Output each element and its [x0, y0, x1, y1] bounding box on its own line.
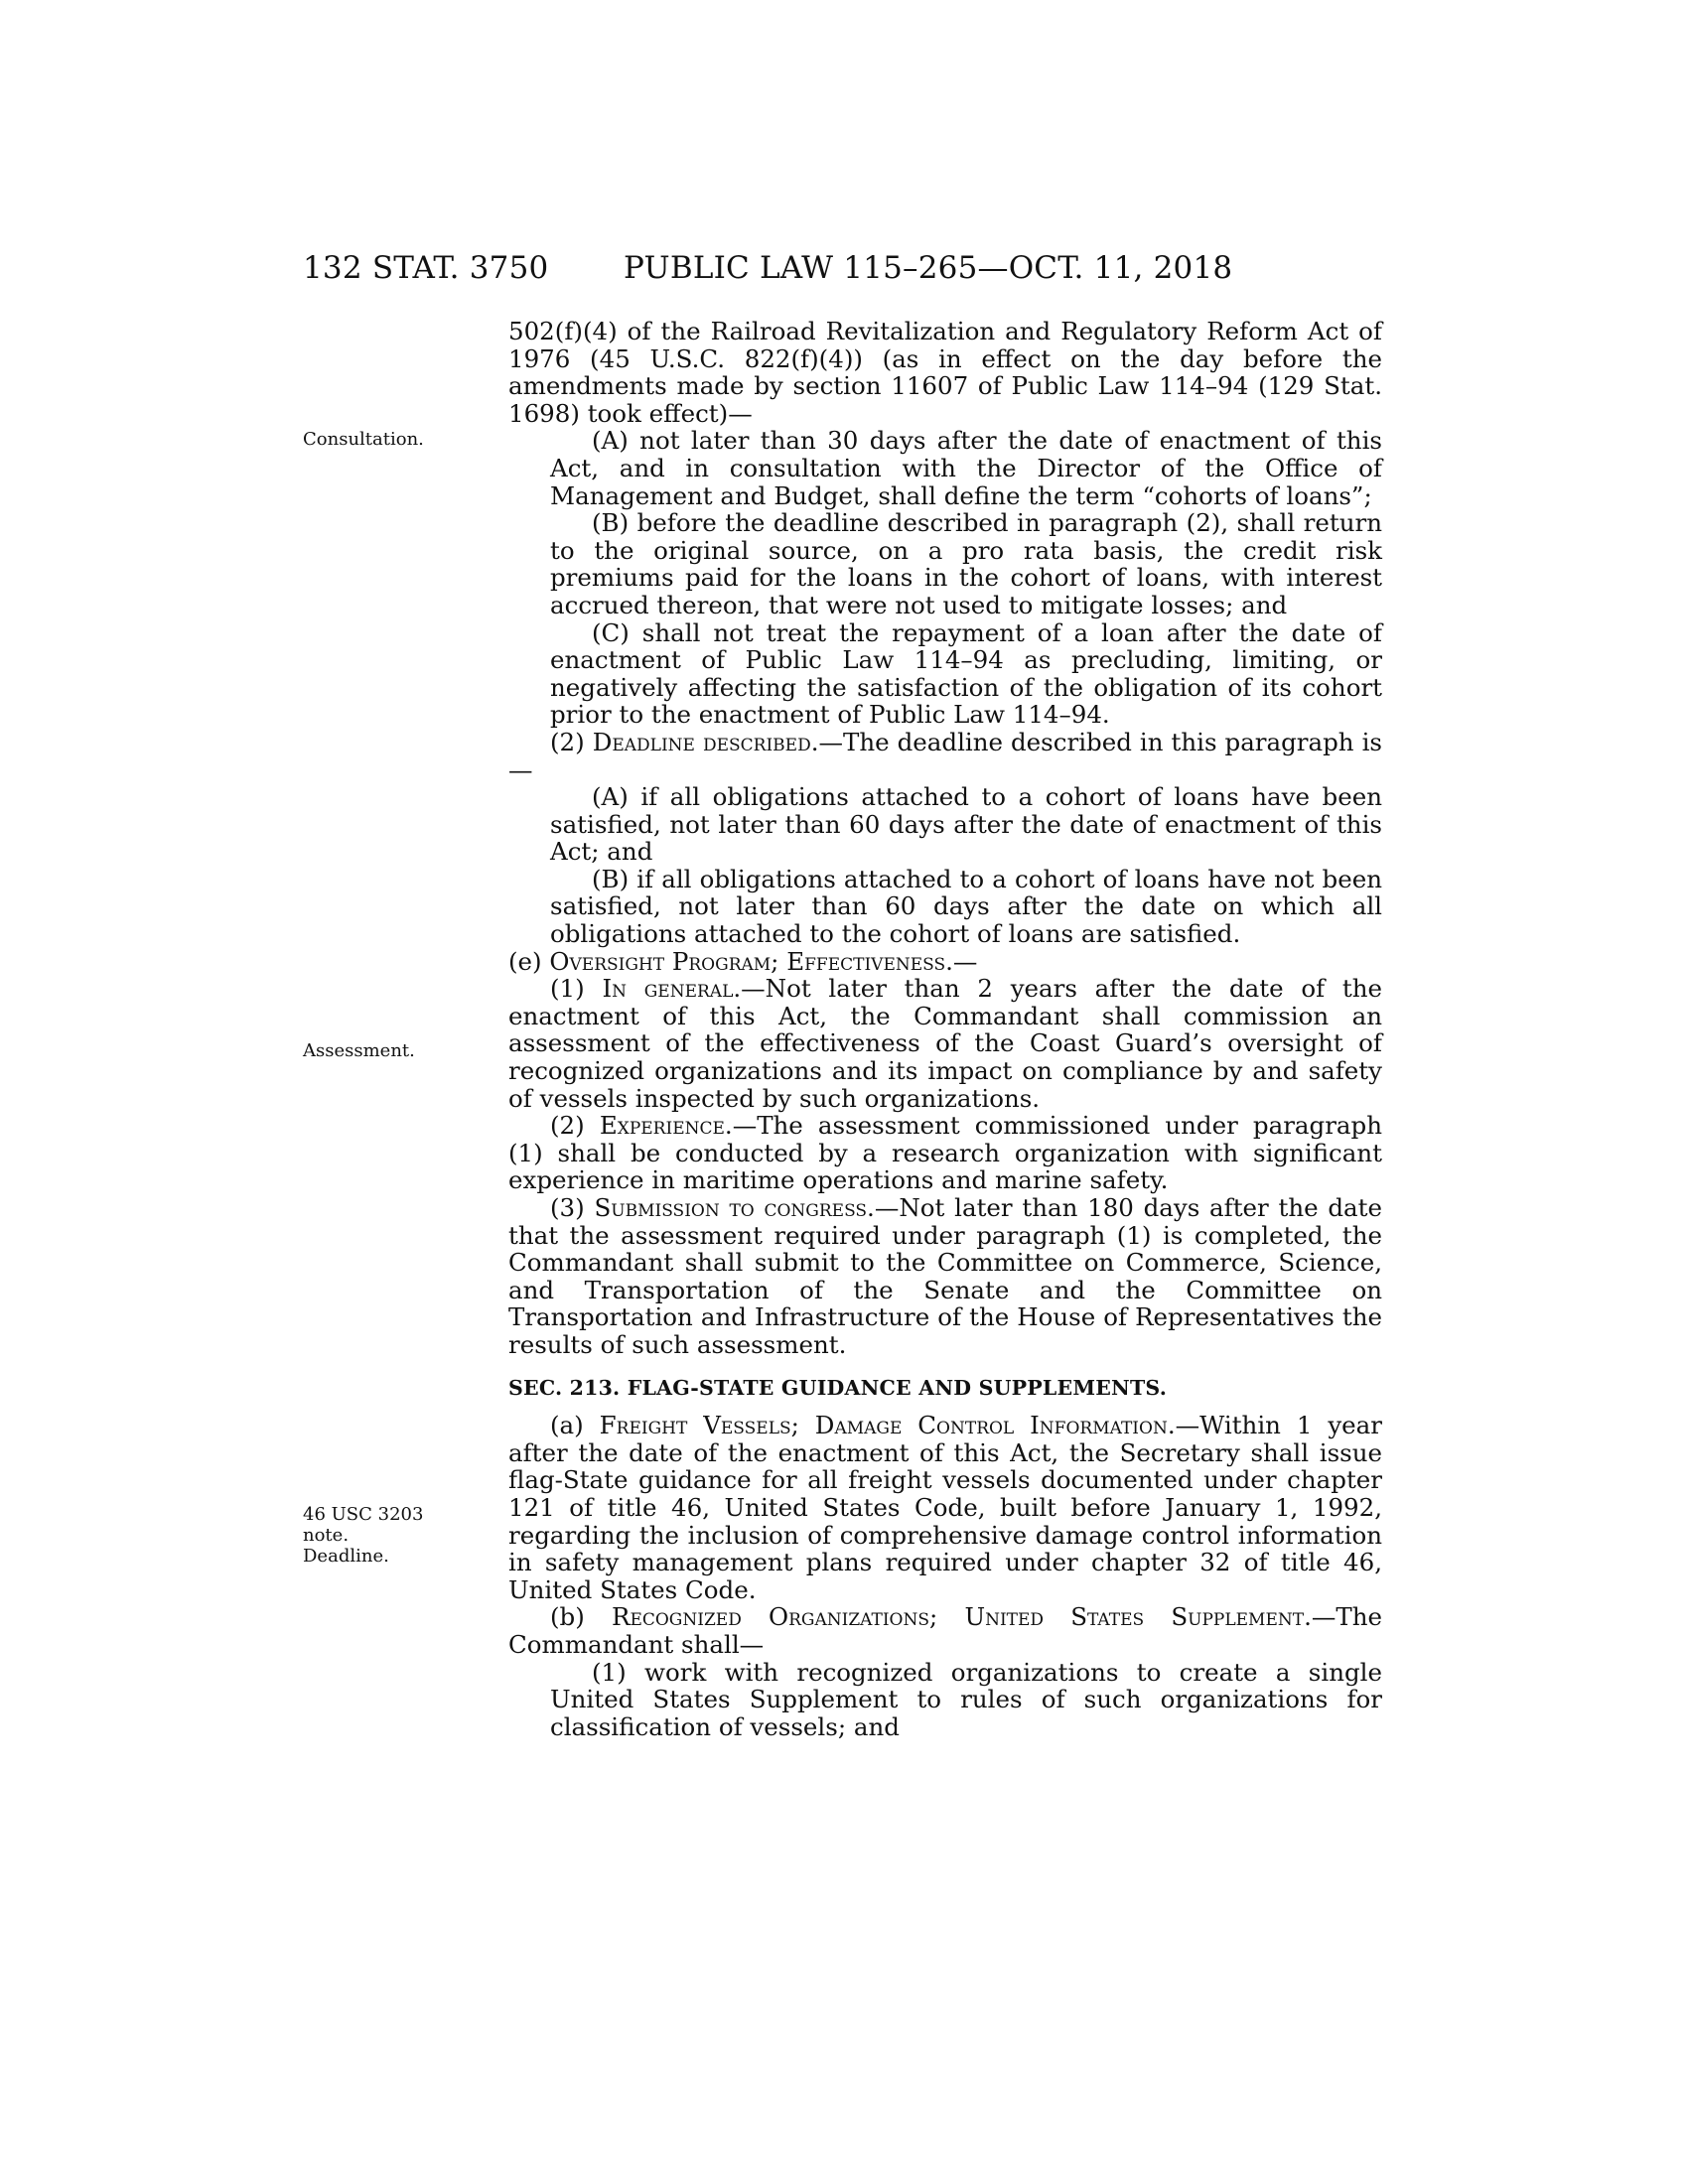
paragraph-b1: (1) work with recognized organizations to create a single United States Supplement to rules of such organizations for classification of vessels; and	[550, 1657, 1382, 1741]
subsection-b-heading: Recognized Organizations; United States Supplement.	[612, 1602, 1312, 1632]
paragraph-e3-heading: Submission to congress.	[594, 1193, 875, 1222]
section-213-heading: SEC. 213. FLAG-STATE GUIDANCE AND SUPPLEMENTS.	[508, 1375, 1168, 1400]
paragraph-e1-number: (1)	[550, 974, 585, 1004]
paragraph-e2	[508, 1112, 1382, 1194]
paragraph-2-number: (2)	[550, 727, 585, 756]
subsection-e-number: (e)	[508, 946, 542, 976]
stat-page-number: 132 STAT. 3750	[303, 250, 549, 286]
paragraph-1B: (B) before the deadline described in paragraph (2), shall return to the original source, on a pro rata basis, the credit risk premiums paid for the loans in the cohort of loans, with interest accrued thereon, that were not used to mitigate losses; and	[550, 508, 1382, 619]
margin-note-citation	[303, 1504, 472, 1567]
subsection-b-number: (b)	[550, 1602, 585, 1632]
margin-note-deadline: Deadline.	[303, 1546, 389, 1567]
paragraph-intro: 502(f)(4) of the Railroad Revitalization and Regulatory Reform Act of 1976 (45 U.S.C. 822(f)(4)) (as in effect on the day before the amendments made by section 11607 of Public Law 114–94 (129 Stat. 1698) took effect)—	[508, 317, 1382, 428]
paragraph-2B: (B) if all obligations attached to a cohort of loans have not been satisfied, not later than 60 days after the date on which all obligations attached to the cohort of loans are satisfied.	[550, 864, 1382, 949]
margin-note-assessment: Assessment.	[303, 1040, 415, 1061]
paragraph-e3-text: —Not later than 180 days after the date that the assessment required under paragraph (1) is completed, the Commandant shall submit to the Committee on Commerce, Science, and Transportation of the Senate and the Committee on Transportation and Infrastructure of the House of Representatives the results of such assessment.	[508, 1193, 1383, 1359]
margin-note-consultation: Consultation.	[303, 429, 424, 450]
paragraph-e1-text: —Not later than 2 years after the date of the enactment of this Act, the Commandant shall commission an assessment of the effectiveness of the Coast Guard’s oversight of recognized organizations and its impact on compliance by and safety of vessels inspected by such organizations.	[508, 974, 1382, 1113]
subsection-a-text: —Within 1 year after the date of the enactment of this Act, the Secretary shall issue flag-State guidance for all freight vessels documented under chapter 121 of title 46, United States Code, built before January 1, 1992, regarding the inclusion of comprehensive damage control information in safety management plans required under chapter 32 of title 46, United States Code.	[508, 1411, 1382, 1604]
paragraph-e3	[508, 1194, 1382, 1359]
running-header-title: PUBLIC LAW 115–265—OCT. 11, 2018	[624, 250, 1233, 286]
subsection-e	[508, 948, 1382, 976]
subsection-a-heading: Freight Vessels; Damage Control Information.	[599, 1411, 1176, 1440]
margin-note-usc: 46 USC 3203	[303, 1504, 424, 1525]
subsection-e-heading: Oversight Program; Effectiveness.	[549, 946, 953, 976]
paragraph-e3-number: (3)	[550, 1193, 585, 1222]
paragraph-2-heading: Deadline described.	[592, 727, 819, 756]
paragraph-1A: (A) not later than 30 days after the date of enactment of this Act, and in consultation with the Director of the Office of Management and Budget, shall define the term “cohorts of loans”;	[550, 426, 1382, 510]
paragraph-2A: (A) if all obligations attached to a cohort of loans have been satisfied, not later than 60 days after the date of enactment of this Act; and	[550, 782, 1382, 867]
margin-note-note: note.	[303, 1525, 350, 1546]
subsection-a-number: (a)	[550, 1411, 584, 1440]
paragraph-e1	[508, 975, 1382, 1112]
paragraph-e2-heading: Experience.	[599, 1111, 733, 1141]
main-text	[508, 318, 1382, 1740]
subsection-b	[508, 1603, 1382, 1658]
paragraph-2-text: —The deadline described in this paragraph is—	[508, 727, 1382, 784]
paragraph-e2-number: (2)	[550, 1111, 585, 1141]
subsection-a	[508, 1412, 1382, 1603]
paragraph-2	[508, 729, 1382, 783]
subsection-b-text: —The Commandant shall—	[508, 1602, 1382, 1659]
paragraph-e2-text: —The assessment commissioned under paragraph (1) shall be conducted by a research organization with significant experience in maritime operations and marine safety.	[508, 1111, 1383, 1195]
subsection-e-dash: —	[952, 946, 978, 976]
paragraph-e1-heading: In general.	[602, 974, 742, 1004]
paragraph-1C: (C) shall not treat the repayment of a loan after the date of enactment of Public Law 114–94 as precluding, limiting, or negatively affecting the satisfaction of the obligation of its cohort prior to the enactment of Public Law 114–94.	[550, 617, 1382, 730]
